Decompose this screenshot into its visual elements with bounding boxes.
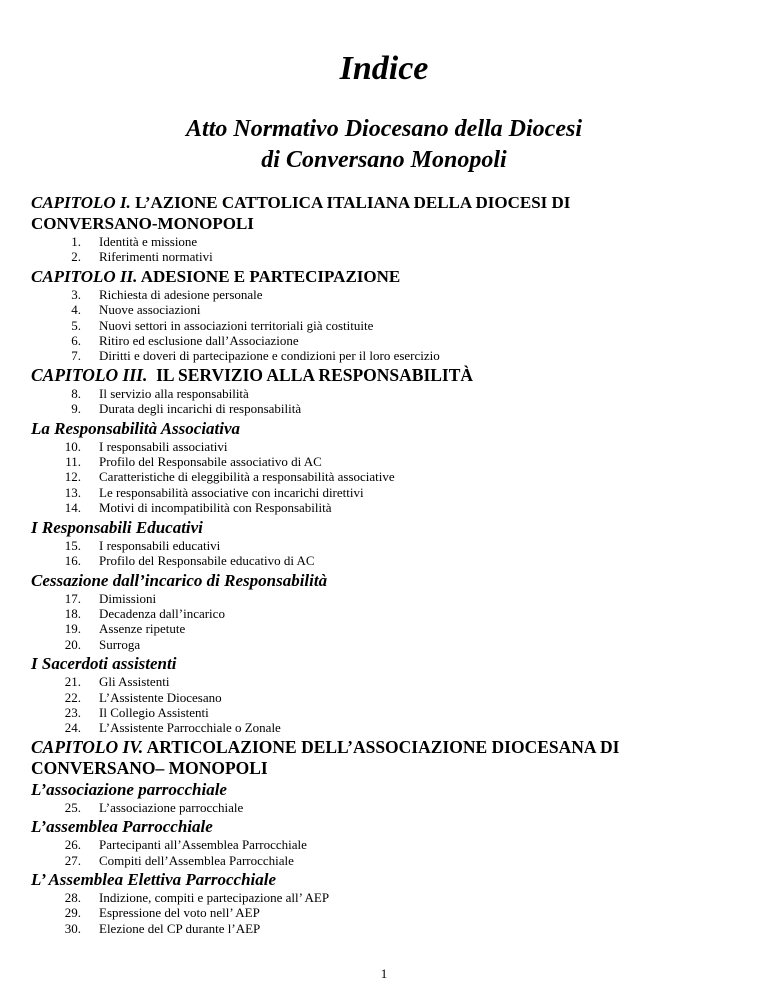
toc-entry: [31, 302, 731, 317]
chapter-title: ADESIONE E PARTECIPAZIONE: [140, 266, 401, 286]
toc-entry-title: Identità e missione: [99, 234, 198, 249]
toc-entry-number: 16.: [64, 553, 81, 569]
toc-entry: [31, 921, 731, 936]
toc-entry-title: I responsabili associativi: [99, 438, 228, 454]
toc-entry: [31, 348, 731, 363]
toc-entry-title: Assenze ripetute: [99, 621, 186, 637]
toc-entry-title: Decadenza dall’incarico: [99, 605, 225, 621]
toc-entry-number: 12.: [64, 469, 81, 485]
toc-entry-number: 25.: [64, 799, 81, 815]
toc-entry-title: Compiti dell’Assemblea Parrocchiale: [99, 852, 294, 868]
toc-entry-number: 5.: [71, 317, 81, 333]
toc-list: [31, 800, 731, 815]
toc-entry-title: Diritti e doveri di partecipazione e condizioni per il loro esercizio: [99, 348, 440, 364]
chapter-heading: [31, 365, 731, 386]
toc-entry-number: 14.: [64, 500, 81, 516]
toc-entry: [31, 386, 731, 401]
toc-entry: [31, 287, 731, 302]
toc-entry: [31, 469, 731, 484]
section-heading: I Responsabili Educativi: [31, 517, 203, 537]
toc-entry-title: Espressione del voto nell’ AEP: [99, 905, 260, 921]
toc-entry-number: 7.: [71, 348, 81, 364]
toc-entry-number: 8.: [71, 385, 81, 401]
chapter-title-continued: CONVERSANO– MONOPOLI: [31, 757, 268, 778]
toc-entry-title: L’Assistente Diocesano: [99, 689, 222, 705]
toc-list: [31, 287, 731, 364]
toc-entry: [31, 500, 731, 515]
toc-entry-title: Riferimenti normativi: [99, 249, 213, 265]
toc-entry: [31, 591, 731, 606]
toc-list: [31, 439, 731, 516]
toc-entry: [31, 439, 731, 454]
section-heading: L’assemblea Parrocchiale: [31, 817, 213, 837]
toc-entry: [31, 606, 731, 621]
toc-entry-title: L’associazione parrocchiale: [99, 799, 244, 815]
toc-entry-title: Ritiro ed esclusione dall’Associazione: [99, 333, 299, 349]
chapter-heading: [31, 192, 731, 234]
toc-list: [31, 837, 731, 868]
toc-list: [31, 674, 731, 736]
toc-entry: [31, 674, 731, 689]
toc-entry-number: 17.: [64, 590, 81, 606]
toc-entry-title: Elezione del CP durante l’AEP: [99, 920, 261, 936]
chapter-title-continued: CONVERSANO-MONOPOLI: [31, 214, 254, 233]
toc-entry-number: 24.: [64, 720, 81, 736]
toc-entry-number: 15.: [64, 537, 81, 553]
toc-entry-number: 3.: [71, 286, 81, 302]
toc-entry-number: 30.: [64, 920, 81, 936]
toc-entry: [31, 890, 731, 905]
toc-entry-title: Surroga: [99, 636, 141, 652]
section-heading: L’ Assemblea Elettiva Parrocchiale: [31, 869, 277, 889]
toc-entry-title: L’Assistente Parrocchiale o Zonale: [99, 720, 281, 736]
toc-entry: [31, 538, 731, 553]
toc-entry-number: 22.: [64, 689, 81, 705]
toc-entry-number: 10.: [64, 438, 81, 454]
toc-entry: [31, 249, 731, 264]
toc-entry: [31, 720, 731, 735]
toc-entry-number: 27.: [64, 852, 81, 868]
toc-entry-title: Nuovi settori in associazioni territoriali già costituite: [99, 317, 374, 333]
toc-entry-number: 19.: [64, 621, 81, 637]
toc-entry: [31, 837, 731, 852]
toc-entry: [31, 553, 731, 568]
toc-entry-number: 4.: [71, 302, 81, 318]
chapter-number: CAPITOLO III.: [31, 364, 148, 385]
toc-entry-number: 13.: [64, 484, 81, 500]
toc-entry-number: 29.: [64, 905, 81, 921]
toc-list: [31, 234, 731, 265]
toc-entry-title: Profilo del Responsabile associativo di AC: [99, 454, 322, 470]
toc-entry-title: Caratteristiche di eleggibilità a responsabilità associative: [99, 469, 395, 485]
section-heading: La Responsabilità Associativa: [31, 418, 241, 438]
toc-list: [31, 890, 731, 936]
toc-entry-title: Il servizio alla responsabilità: [99, 385, 249, 401]
toc-entry-number: 1.: [71, 234, 81, 249]
toc-entry-title: Le responsabilità associative con incarichi direttivi: [99, 484, 364, 500]
toc-entry: [31, 318, 731, 333]
toc-entry-title: Dimissioni: [99, 590, 157, 606]
toc-entry-title: Motivi di incompatibilità con Responsabilità: [99, 500, 332, 516]
toc-entry-number: 9.: [71, 401, 81, 417]
chapter-title: IL SERVIZIO ALLA RESPONSABILITÀ: [156, 364, 474, 385]
toc-entry-title: Durata degli incarichi di responsabilità: [99, 401, 302, 417]
toc-entry-number: 2.: [71, 249, 81, 265]
section-heading: I Sacerdoti assistenti: [31, 654, 177, 674]
chapter-number: CAPITOLO II.: [31, 266, 138, 286]
toc-entry: [31, 637, 731, 652]
toc-entry-number: 6.: [71, 333, 81, 349]
chapter-number: CAPITOLO I.: [31, 193, 131, 212]
toc-entry: [31, 853, 731, 868]
toc-entry-number: 20.: [64, 636, 81, 652]
toc-list: [31, 538, 731, 569]
toc-entry-number: 11.: [65, 454, 81, 470]
toc-entry: [31, 454, 731, 469]
toc-entry-number: 23.: [64, 704, 81, 720]
toc-entry-title: Indizione, compiti e partecipazione all’ AEP: [99, 889, 330, 905]
toc-entry: [31, 485, 731, 500]
toc-entry: [31, 705, 731, 720]
chapter-number: CAPITOLO IV.: [31, 736, 144, 757]
toc-entry: [31, 401, 731, 416]
document-title: Indice: [339, 50, 429, 87]
toc-entry-title: Partecipanti all’Assemblea Parrocchiale: [99, 837, 307, 853]
toc-entry-number: 21.: [64, 674, 81, 690]
toc-entry-title: Gli Assistenti: [99, 674, 170, 690]
toc-entry: [31, 333, 731, 348]
toc-entry: [31, 800, 731, 815]
chapter-heading: [31, 737, 731, 779]
toc-entry-title: I responsabili educativi: [99, 537, 221, 553]
toc-entry-number: 18.: [64, 605, 81, 621]
chapter-title: L’AZIONE CATTOLICA ITALIANA DELLA DIOCESI DI: [135, 193, 571, 212]
subtitle-line-1: Atto Normativo Diocesano della Diocesi: [186, 116, 582, 142]
toc-entry: [31, 690, 731, 705]
toc-entry-title: Richiesta di adesione personale: [99, 286, 263, 302]
toc-entry-title: Profilo del Responsabile educativo di AC: [99, 553, 315, 569]
section-heading: Cessazione dall’incarico di Responsabilità: [31, 570, 328, 590]
subtitle-line-2: di Conversano Monopoli: [261, 147, 507, 173]
toc-entry-number: 28.: [64, 889, 81, 905]
chapter-heading: [31, 266, 731, 287]
document-subtitle: [0, 114, 768, 176]
toc-list: [31, 591, 731, 653]
toc-list: [31, 386, 731, 417]
toc-entry-number: 26.: [64, 837, 81, 853]
table-of-contents: [31, 192, 731, 937]
section-heading: L’associazione parrocchiale: [31, 779, 227, 799]
toc-entry-title: Il Collegio Assistenti: [99, 704, 209, 720]
toc-entry-title: Nuove associazioni: [99, 302, 201, 318]
page-number: 1: [380, 966, 388, 981]
chapter-title: ARTICOLAZIONE DELL’ASSOCIAZIONE DIOCESANA DI: [146, 736, 620, 757]
toc-entry: [31, 905, 731, 920]
toc-entry: [31, 234, 731, 249]
toc-entry: [31, 621, 731, 636]
